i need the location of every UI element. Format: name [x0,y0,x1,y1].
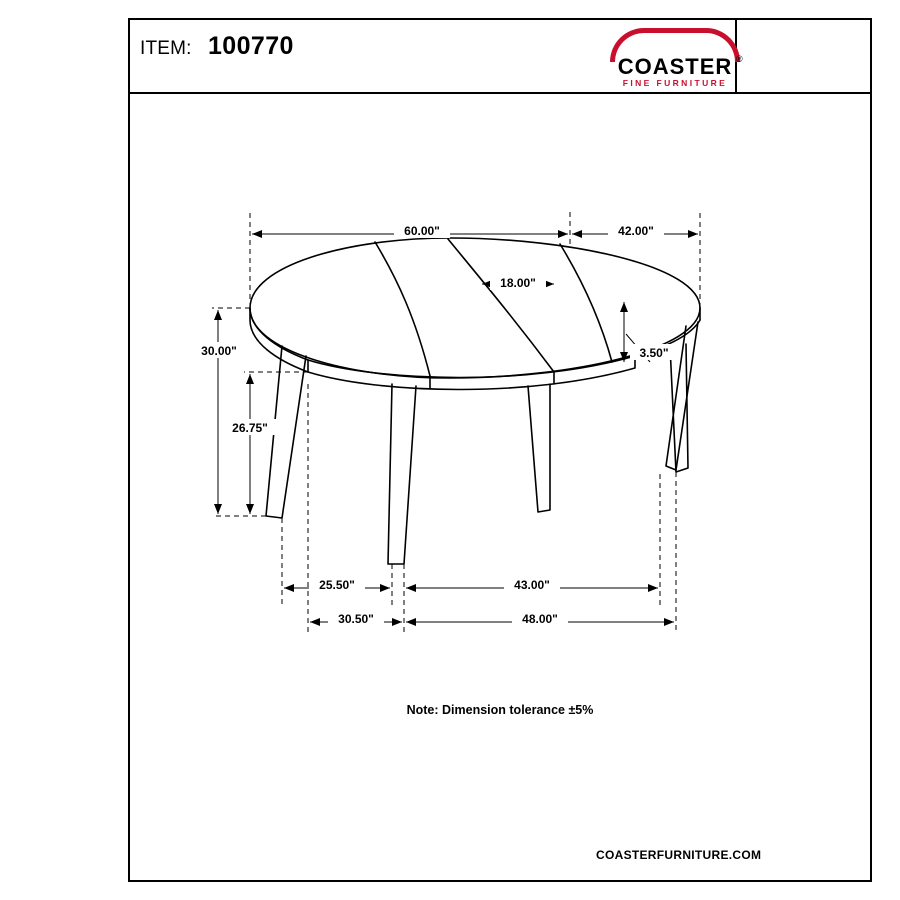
dim-height-leg: 26.75" [232,421,268,435]
dim-depth-outer-right: 48.00" [522,612,558,626]
dim-depth-front: 25.50" [319,578,355,592]
footer-website: COASTERFURNITURE.COM [596,848,762,862]
dim-top-width: 60.00" [404,224,440,238]
technical-drawing [130,94,870,794]
item-label: ITEM: [140,38,192,59]
tolerance-note: Note: Dimension tolerance ±5% [406,703,606,717]
logo-registered-mark: ® [736,54,743,64]
dim-top-right: 42.00" [618,224,654,238]
coaster-logo [596,20,754,92]
logo-wordmark: COASTER [617,54,733,79]
dim-height-total: 30.00" [201,344,237,358]
dim-depth-outer-left: 30.50" [338,612,374,626]
dim-depth-mid: 43.00" [514,578,550,592]
dining-table-line-drawing [130,94,870,794]
logo-subtitle: FINE FURNITURE [622,78,728,88]
dim-apron: 3.50" [639,346,669,360]
item-number: 100770 [208,32,294,60]
dim-leaf: 18.00" [500,276,536,290]
